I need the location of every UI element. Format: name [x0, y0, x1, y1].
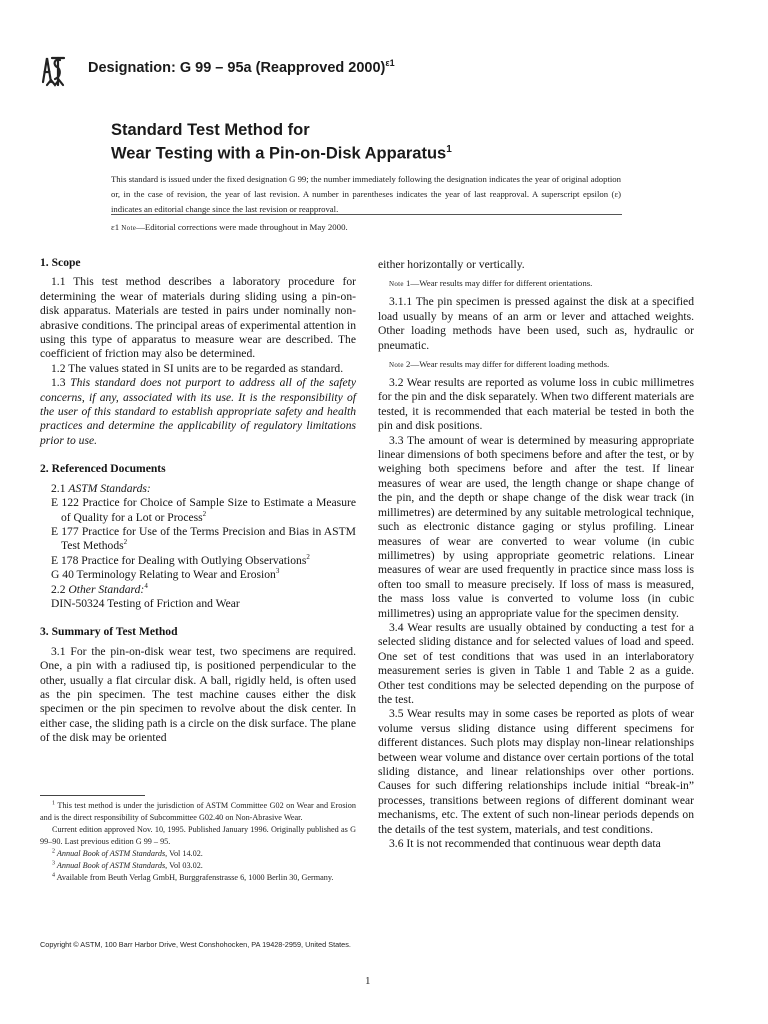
paragraph-3-1-1: 3.1.1 The pin specimen is pressed against the disk at a specified load usually by means of an arm or lever and attached weights. Other loading methods have been used, such as, hydraulic or pneumatic.	[378, 295, 694, 352]
right-column	[378, 258, 694, 851]
page-number: 1	[365, 975, 371, 987]
footnote-2: $^2$ Annual Book of ASTM Standards, Vol 14.02.	[52, 848, 203, 858]
title-line-1: Standard Test Method for	[111, 121, 310, 139]
other-standard-label: 2.2 Other Standard:$^4$	[51, 581, 148, 596]
paragraph-3-6: 3.6 It is not recommended that continuous wear depth data	[389, 837, 661, 851]
footnote-1-continued: Current edition approved Nov. 10, 1995. Published January 1996. Originally published as G 99–90. Last previous edition G 99 – 95.	[40, 825, 356, 846]
section-heading-summary: 3. Summary of Test Method	[40, 625, 178, 639]
paragraph-1-3: 1.3 This standard does not purport to address all of the safety concerns, if any, associated with its use. It is the responsibility of the user of this standard to establish appropriate safety and health practices and determine the applicability of regulatory limitations prior to use.	[40, 376, 356, 447]
reference-item: E 178 Practice for Dealing with Outlying Observations$^2$	[51, 552, 310, 567]
reference-item: G 40 Terminology Relating to Wear and Erosion$^3$	[51, 567, 280, 582]
reference-item: E 122 Practice for Choice of Sample Size to Estimate a Measure of Quality for a Lot or Process$^2$	[51, 496, 356, 524]
header-divider	[111, 214, 622, 215]
paragraph-3-4: 3.4 Wear results are usually obtained by conducting a test for a selected sliding distance and for selected values of load and speed. One set of test conditions that was used in an interlaboratory measurement series is given in Table 1 and Table 2 as a guide. Other test conditions may be selected depending on the purpose of the test.	[378, 620, 694, 706]
note-1: Note 1—Wear results may differ for different orientations.	[389, 278, 593, 289]
paragraph-3-3: 3.3 The amount of wear is determined by measuring appropriate linear dimensions of both specimens before and after the test, or by weighing both specimens before and after the test. If linear measures of wear are used, the length change or shape change of the pin, and the depth or shape change of the disk wear track (in millimetres) are determined by any suitable metrological technique, such as electronic distance gaging or stylus profiling. Linear measures of wear are converted to wear volume (in cubic millimetres) by using appropriate geometric relations. Linear measures of wear are used frequently in practice since mass loss is often too small to measure precisely. If loss of mass is measured, the mass loss value is converted to volume loss (in cubic millimetres) using an appropriate value for the specimen density.	[378, 433, 694, 620]
astm-logo	[40, 52, 66, 88]
designation: Designation: G 99 – 95a (Reapproved 2000)$^{\varepsilon 1}$	[88, 58, 395, 76]
footnote-divider	[40, 795, 145, 796]
footnote-4: $^4$ Available from Beuth Verlag GmbH, Burggrafenstrasse 6, 1000 Berlin 30, Germany.	[52, 872, 334, 882]
footnotes	[40, 800, 356, 884]
note-2: Note 2—Wear results may differ for different loading methods.	[389, 359, 610, 370]
paragraph-3-2: 3.2 Wear results are reported as volume loss in cubic millimetres for the pin and the disk separately. When two different materials are tested, it is recommended that each material be tested in both the pin and disk positions.	[378, 376, 694, 433]
paragraph-3-1-continued: either horizontally or vertically.	[378, 258, 525, 271]
copyright-line: Copyright © ASTM, 100 Barr Harbor Drive, West Conshohocken, PA 19428-2959, United States.	[40, 940, 351, 949]
document-title	[111, 120, 452, 164]
editorial-note: ε1 Note—Editorial corrections were made throughout in May 2000.	[111, 222, 348, 232]
title-line-2: Wear Testing with a Pin-on-Disk Apparatus$^1$	[111, 144, 452, 163]
standard-issuance-note: This standard is issued under the fixed designation G 99; the number immediately following the designation indicates the year of original adoption or, in the case of revision, the year of last revision. A number in parentheses indicates the year of last reapproval. A superscript epsilon (ε) indicates an editorial change since the last revision or reapproval.	[111, 174, 621, 214]
din-reference: DIN-50324 Testing of Friction and Wear	[51, 596, 240, 610]
reference-item: E 177 Practice for Use of the Terms Precision and Bias in ASTM Test Methods$^2$	[51, 524, 356, 553]
paragraph-1-1: 1.1 This test method describes a laboratory procedure for determining the wear of materials during sliding using a pin-on-disk apparatus. Materials are tested in pairs under nominally non-abrasive conditions. The principal areas of experimental attention in using this type of apparatus to measure wear are described. The coefficient of friction may also be determined.	[40, 275, 356, 361]
section-heading-referenced-documents: 2. Referenced Documents	[40, 462, 166, 476]
paragraph-3-1: 3.1 For the pin-on-disk wear test, two specimens are required. One, a pin with a radiused tip, is positioned perpendicular to the other, usually a flat circular disk. A ball, rigidly held, is often used as the pin specimen. The test machine causes either the disk specimen or the pin specimen to revolve about the disk center. In either case, the sliding path is a circle on the disk surface. The plane of the disk may be oriented	[40, 644, 356, 745]
section-heading-scope: 1. Scope	[40, 256, 81, 269]
paragraph-1-2: 1.2 The values stated in SI units are to be regarded as standard.	[51, 361, 344, 375]
paragraph-3-5: 3.5 Wear results may in some cases be reported as plots of wear volume versus sliding distance using different specimens for different distances. Such plots may display non-linear relationships between wear volume and distance over certain portions of the total sliding distance, and linear relationships over other portions. Causes for such differing relationships include initial “break-in” processes, transitions between regions of different dominant wear mechanisms, etc. The extent of such non-linear periods depends on the details of the test system, materials, and test conditions.	[378, 707, 694, 836]
left-column	[40, 256, 356, 746]
astm-standards-label: 2.1 ASTM Standards:	[51, 481, 151, 495]
footnote-1: $^1$ This test method is under the jurisdiction of ASTM Committee G02 on Wear and Erosion and is the direct responsibility of Subcommittee G02.40 on Non-Abrasive Wear.	[40, 800, 356, 822]
footnote-3: $^3$ Annual Book of ASTM Standards, Vol 03.02.	[52, 860, 203, 870]
